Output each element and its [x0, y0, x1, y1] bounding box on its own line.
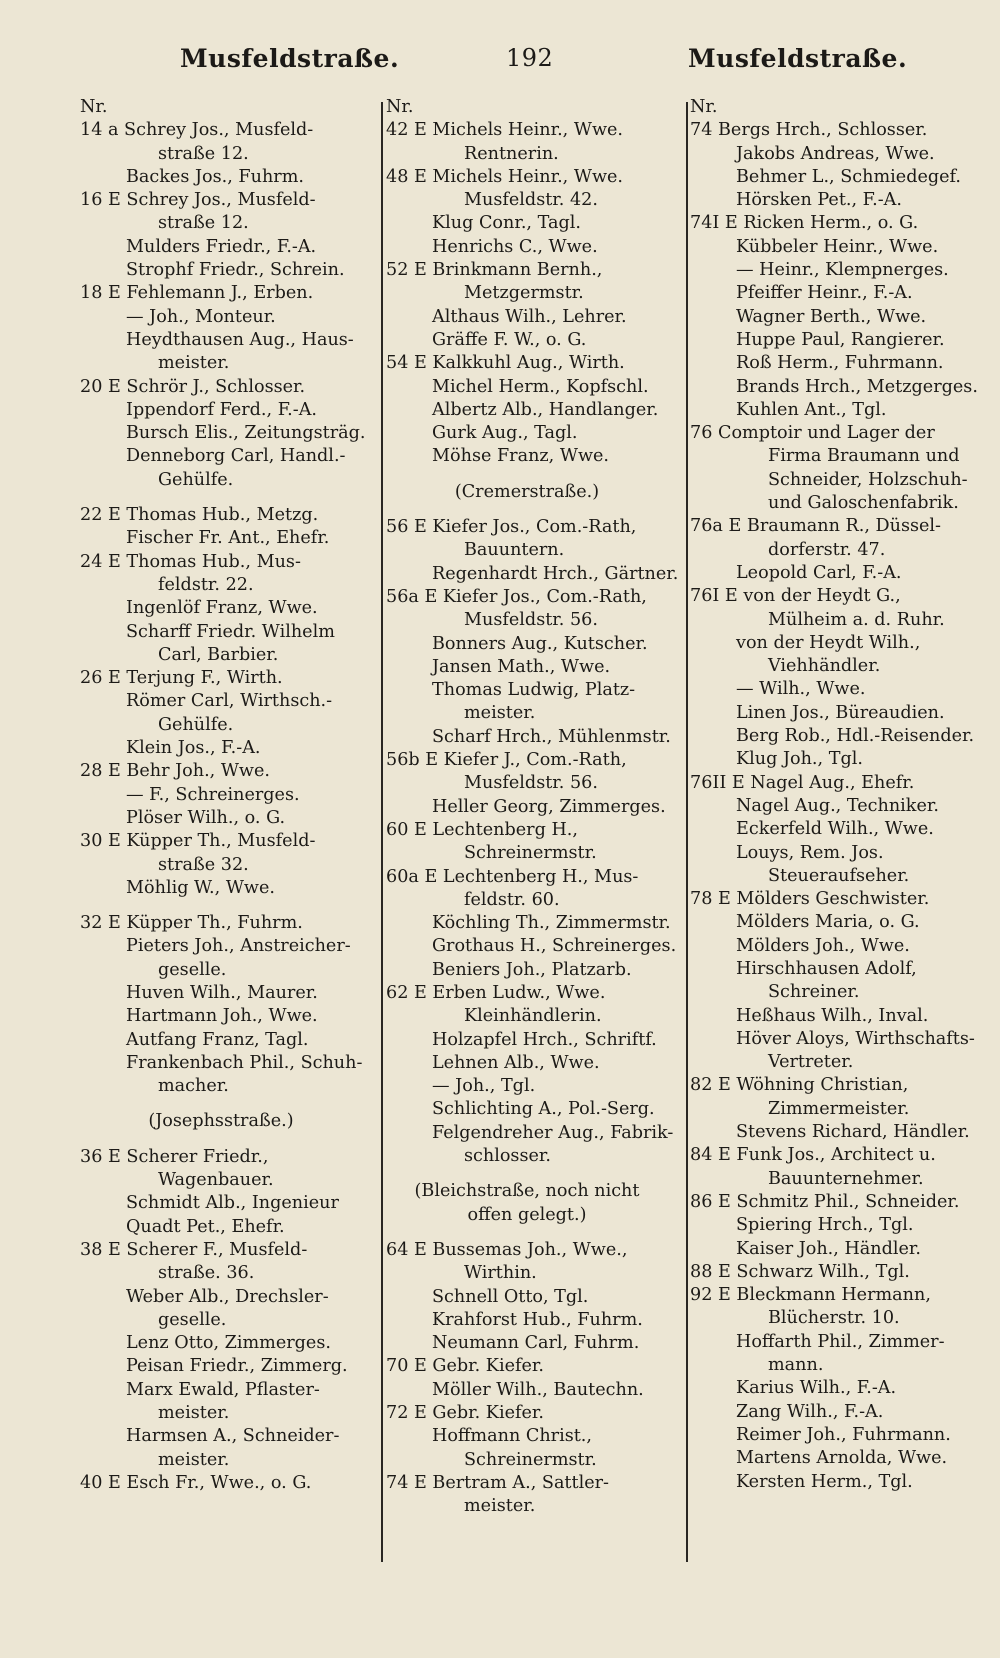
directory-entry-line: 88 E Schwarz Wilh., Tgl. [690, 1261, 910, 1282]
directory-entry-line: Kleinhändlerin. [464, 1006, 602, 1027]
directory-entry-line: Eckerfeld Wilh., Wwe. [736, 819, 934, 840]
column-divider [686, 102, 688, 1562]
directory-entry-line: 60a E Lechtenberg H., Mus- [386, 866, 639, 887]
directory-entry-line: 36 E Scherer Friedr., [80, 1146, 269, 1167]
directory-entry-line: Peisan Friedr., Zimmerg. [126, 1356, 348, 1377]
directory-entry-line: Felgendreher Aug., Fabrik- [432, 1122, 674, 1143]
directory-entry-line: 20 E Schrör J., Schlosser. [80, 376, 306, 397]
directory-entry-line: Spiering Hrch., Tgl. [736, 1215, 914, 1236]
directory-entry-line: Wirthin. [464, 1263, 537, 1284]
directory-entry-line: Schreiner. [768, 982, 860, 1003]
directory-column-3 [690, 96, 990, 1494]
directory-entry-line: 92 E Bleckmann Hermann, [690, 1285, 931, 1306]
directory-entry-line: Mölders Maria, o. G. [736, 912, 920, 933]
directory-entry-line: 54 E Kalkkuhl Aug., Wirth. [386, 353, 625, 374]
directory-entry-line: Beniers Joh., Platzarb. [432, 959, 632, 980]
spacer [80, 900, 372, 912]
directory-entry-line: Möhse Franz, Wwe. [432, 446, 610, 467]
directory-entry-line: Mölders Joh., Wwe. [736, 935, 910, 956]
spacer [386, 1168, 678, 1180]
directory-entry-line: 26 E Terjung F., Wirth. [80, 668, 283, 689]
directory-entry-line: Möller Wilh., Bautechn. [432, 1379, 644, 1400]
directory-entry-line: Klug Joh., Tgl. [736, 749, 863, 770]
directory-entry-line: 56b E Kiefer J., Com.-Rath, [386, 750, 627, 771]
street-heading: offen gelegt.) [467, 1204, 587, 1225]
directory-entry-line: Schneider, Holzschuh- [768, 469, 968, 490]
directory-entry-line: Mülheim a. d. Ruhr. [768, 609, 945, 630]
directory-entry-line: Zang Wilh., F.-A. [736, 1401, 884, 1422]
directory-entry-line: meister. [158, 353, 230, 374]
directory-entry-line: Roß Herm., Fuhrmann. [736, 353, 944, 374]
directory-entry-line: Jansen Math., Wwe. [432, 656, 611, 677]
directory-entry-line: Holzapfel Hrch., Schriftf. [432, 1029, 657, 1050]
directory-entry-line: Louys, Rem. Jos. [736, 842, 884, 863]
directory-entry-line: Heßhaus Wilh., Inval. [736, 1005, 929, 1026]
directory-entry-line: — F., Schreinerges. [126, 784, 300, 805]
directory-entry-line: Gehülfe. [158, 469, 234, 490]
directory-entry-line: 56a E Kiefer Jos., Com.-Rath, [386, 586, 647, 607]
directory-entry-line: Schnell Otto, Tgl. [432, 1286, 589, 1307]
directory-entry-line: 76 Comptoir und Lager der [690, 423, 935, 444]
directory-entry-line: von der Heydt Wilh., [736, 632, 921, 653]
directory-entry-line: 76I E von der Heydt G., [690, 586, 901, 607]
directory-entry-line: feldstr. 60. [464, 889, 560, 910]
street-heading: (Bleichstraße, noch nicht [414, 1181, 640, 1202]
directory-entry-line: 56 E Kiefer Jos., Com.-Rath, [386, 517, 637, 538]
directory-entry-line: Hartmann Joh., Wwe. [126, 1006, 318, 1027]
directory-entry-line: — Joh., Monteur. [126, 306, 276, 327]
directory-entry-line: Bauuntern. [464, 540, 565, 561]
directory-entry-line: straße 12. [158, 213, 249, 234]
directory-entry-line: schlosser. [464, 1146, 551, 1167]
directory-entry-line: 30 E Küpper Th., Musfeld- [80, 831, 316, 852]
directory-entry-line: Römer Carl, Wirthsch.- [126, 691, 333, 712]
spacer [80, 1134, 372, 1146]
spacer [386, 1227, 678, 1239]
directory-entry-line: 18 E Fehlemann J., Erben. [80, 283, 314, 304]
directory-entry-line: Stevens Richard, Händler. [736, 1122, 970, 1143]
directory-entry-line: meister. [464, 703, 536, 724]
directory-entry-line: Lehnen Alb., Wwe. [432, 1052, 600, 1073]
directory-entry-line: Brands Hrch., Metzgerges. [736, 376, 978, 397]
directory-entry-line: Kersten Herm., Tgl. [736, 1471, 913, 1492]
directory-entry-line: 42 E Michels Heinr., Wwe. [386, 120, 624, 141]
directory-entry-line: Ippendorf Ferd., F.-A. [126, 399, 317, 420]
directory-entry-line: Kübbeler Heinr., Wwe. [736, 236, 939, 257]
directory-entry-line: 62 E Erben Ludw., Wwe. [386, 982, 606, 1003]
directory-entry-line: Heller Georg, Zimmerges. [432, 796, 666, 817]
directory-entry-line: Schlichting A., Pol.-Serg. [432, 1099, 655, 1120]
directory-entry-line: Denneborg Carl, Handl.- [126, 446, 346, 467]
directory-entry-line: 76a E Braumann R., Düssel- [690, 516, 941, 537]
directory-entry-line: 40 E Esch Fr., Wwe., o. G. [80, 1472, 312, 1493]
directory-entry-line: Huppe Paul, Rangierer. [736, 329, 945, 350]
directory-entry-line: Schmidt Alb., Ingenieur [126, 1193, 339, 1214]
directory-entry-line: 84 E Funk Jos., Architect u. [690, 1145, 936, 1166]
directory-entry-line: Backes Jos., Fuhrm. [126, 166, 304, 187]
directory-entry-line: 38 E Scherer F., Musfeld- [80, 1239, 308, 1260]
directory-entry-line: Mulders Friedr., F.-A. [126, 236, 317, 257]
directory-entry-line: Wagner Berth., Wwe. [736, 306, 927, 327]
directory-entry-line: Hörsken Pet., F.-A. [736, 190, 902, 211]
running-head-left: Musfeldstraße. [180, 44, 400, 73]
column-divider [381, 102, 383, 1562]
directory-entry-line: Klug Conr., Tagl. [432, 213, 581, 234]
directory-entry-line: 32 E Küpper Th., Fuhrm. [80, 913, 303, 934]
directory-entry-line: macher. [158, 1076, 229, 1097]
directory-entry-line: Leopold Carl, F.-A. [736, 562, 902, 583]
directory-entry-line: Schreinermstr. [464, 843, 597, 864]
directory-entry-line: Henrichs C., Wwe. [432, 236, 598, 257]
directory-entry-line: Viehhändler. [768, 656, 881, 677]
directory-entry-line: 16 E Schrey Jos., Musfeld- [80, 190, 316, 211]
directory-column-2 [386, 96, 678, 1519]
directory-entry-line: Blücherstr. 10. [768, 1308, 900, 1329]
directory-entry-line: Musfeldstr. 56. [464, 773, 598, 794]
directory-entry-line: Lenz Otto, Zimmerges. [126, 1333, 331, 1354]
directory-entry-line: Rentnerin. [464, 143, 559, 164]
directory-entry-line: — Joh., Tgl. [432, 1076, 536, 1097]
directory-entry-line: 82 E Wöhning Christian, [690, 1075, 909, 1096]
directory-entry-line: Schreinermstr. [464, 1449, 597, 1470]
directory-entry-line: 74 Bergs Hrch., Schlosser. [690, 120, 928, 141]
directory-entry-line: straße 12. [158, 143, 249, 164]
directory-entry-line: Köchling Th., Zimmermstr. [432, 913, 671, 934]
directory-entry-line: 74 E Bertram A., Sattler- [386, 1472, 609, 1493]
directory-entry-line: Nagel Aug., Techniker. [736, 795, 939, 816]
directory-entry-line: Ingenlöf Franz, Wwe. [126, 598, 318, 619]
directory-entry-line: Gehülfe. [158, 714, 234, 735]
street-heading: (Cremerstraße.) [454, 481, 600, 502]
directory-entry-line: Carl, Barbier. [158, 644, 279, 665]
directory-entry-line: 76II E Nagel Aug., Ehefr. [690, 772, 915, 793]
spacer [80, 492, 372, 504]
directory-entry-line: Hoffarth Phil., Zimmer- [736, 1331, 945, 1352]
directory-entry-line: Fischer Fr. Ant., Ehefr. [126, 528, 330, 549]
directory-entry-line: Hoffmann Christ., [432, 1426, 592, 1447]
directory-entry-line: Regenhardt Hrch., Gärtner. [432, 563, 678, 584]
directory-entry-line: straße. 36. [158, 1263, 255, 1284]
column-label: Nr. [690, 97, 718, 117]
directory-entry-line: Firma Braumann und [768, 446, 960, 467]
directory-entry-line: Autfang Franz, Tagl. [126, 1029, 309, 1050]
directory-entry-line: 64 E Bussemas Joh., Wwe., [386, 1239, 628, 1260]
spacer [386, 469, 678, 481]
directory-entry-line: feldstr. 22. [158, 574, 254, 595]
directory-entry-line: Kaiser Joh., Händler. [736, 1238, 921, 1259]
directory-entry-line: Heydthausen Aug., Haus- [126, 329, 354, 350]
directory-entry-line: Hirschhausen Adolf, [736, 958, 917, 979]
directory-entry-line: Klein Jos., F.-A. [126, 738, 261, 759]
directory-entry-line: 70 E Gebr. Kiefer. [386, 1356, 544, 1377]
column-label: Nr. [386, 97, 414, 117]
directory-entry-line: Berg Rob., Hdl.-Reisender. [736, 726, 975, 747]
directory-entry-line: Scharff Friedr. Wilhelm [126, 621, 335, 642]
directory-entry-line: 22 E Thomas Hub., Metzg. [80, 505, 319, 526]
directory-entry-line: Frankenbach Phil., Schuh- [126, 1052, 363, 1073]
running-head-right: Musfeldstraße. [688, 44, 908, 73]
directory-entry-line: Zimmermeister. [768, 1098, 910, 1119]
directory-entry-line: meister. [158, 1449, 230, 1470]
directory-entry-line: mann. [768, 1355, 824, 1376]
directory-entry-line: Thomas Ludwig, Platz- [432, 680, 636, 701]
directory-entry-line: dorferstr. 47. [768, 539, 886, 560]
directory-entry-line: Vertreter. [768, 1052, 854, 1073]
directory-entry-line: Musfeldstr. 42. [464, 190, 598, 211]
directory-entry-line: — Heinr., Klempnerges. [736, 260, 949, 281]
directory-entry-line: 48 E Michels Heinr., Wwe. [386, 166, 624, 187]
directory-entry-line: Pfeiffer Heinr., F.-A. [736, 283, 913, 304]
directory-entry-line: Steueraufseher. [768, 865, 910, 886]
directory-entry-line: Bonners Aug., Kutscher. [432, 633, 648, 654]
directory-entry-line: Scharf Hrch., Mühlenmstr. [432, 726, 671, 747]
directory-entry-line: Musfeldstr. 56. [464, 610, 598, 631]
directory-entry-line: Wagenbauer. [158, 1170, 274, 1191]
directory-entry-line: 74I E Ricken Herm., o. G. [690, 213, 919, 234]
directory-entry-line: Neumann Carl, Fuhrm. [432, 1333, 640, 1354]
directory-entry-line: Kuhlen Ant., Tgl. [736, 399, 887, 420]
directory-entry-line: Behmer L., Schmiedegef. [736, 166, 962, 187]
spacer [386, 504, 678, 516]
directory-entry-line: Metzgermstr. [464, 283, 584, 304]
directory-column-1 [80, 96, 372, 1495]
directory-entry-line: 72 E Gebr. Kiefer. [386, 1403, 544, 1424]
page-number: 192 [506, 44, 554, 72]
directory-entry-line: Althaus Wilh., Lehrer. [432, 306, 627, 327]
directory-entry-line: Gurk Aug., Tagl. [432, 423, 578, 444]
directory-entry-line: straße 32. [158, 854, 249, 875]
street-heading: (Josephsstraße.) [148, 1111, 294, 1132]
directory-entry-line: Martens Arnolda, Wwe. [736, 1448, 948, 1469]
directory-entry-line: Pieters Joh., Anstreicher- [126, 936, 351, 957]
directory-entry-line: meister. [464, 1496, 536, 1517]
directory-entry-line: 24 E Thomas Hub., Mus- [80, 551, 301, 572]
directory-entry-line: und Galoschenfabrik. [768, 493, 959, 514]
directory-entry-line: Reimer Joh., Fuhrmann. [736, 1424, 951, 1445]
directory-entry-line: Harmsen A., Schneider- [126, 1426, 340, 1447]
directory-entry-line: 28 E Behr Joh., Wwe. [80, 761, 270, 782]
directory-entry-line: Marx Ewald, Pflaster- [126, 1379, 320, 1400]
directory-entry-line: geselle. [158, 1309, 227, 1330]
directory-entry-line: 60 E Lechtenberg H., [386, 819, 578, 840]
directory-entry-line: geselle. [158, 959, 227, 980]
directory-entry-line: Krahforst Hub., Fuhrm. [432, 1309, 643, 1330]
directory-entry-line: Plöser Wilh., o. G. [126, 807, 286, 828]
directory-entry-line: Quadt Pet., Ehefr. [126, 1216, 285, 1237]
directory-entry-line: Huven Wilh., Maurer. [126, 982, 318, 1003]
directory-entry-line: 86 E Schmitz Phil., Schneider. [690, 1191, 960, 1212]
directory-entry-line: Weber Alb., Drechsler- [126, 1286, 329, 1307]
directory-entry-line: — Wilh., Wwe. [736, 679, 866, 700]
directory-entry-line: Möhlig W., Wwe. [126, 877, 275, 898]
directory-entry-line: meister. [158, 1403, 230, 1424]
directory-entry-line: Grothaus H., Schreinerges. [432, 936, 677, 957]
directory-entry-line: 52 E Brinkmann Bernh., [386, 260, 603, 281]
directory-entry-line: Michel Herm., Kopfschl. [432, 376, 649, 397]
column-label: Nr. [80, 97, 108, 117]
directory-entry-line: Karius Wilh., F.-A. [736, 1378, 897, 1399]
directory-entry-line: Jakobs Andreas, Wwe. [736, 143, 935, 164]
directory-entry-line: Bursch Elis., Zeitungsträg. [126, 423, 366, 444]
directory-entry-line: Strophf Friedr., Schrein. [126, 260, 345, 281]
directory-entry-line: 14 a Schrey Jos., Musfeld- [80, 120, 314, 141]
directory-entry-line: Albertz Alb., Handlanger. [432, 399, 659, 420]
directory-entry-line: Linen Jos., Büreaudien. [736, 702, 945, 723]
directory-entry-line: 78 E Mölders Geschwister. [690, 889, 930, 910]
directory-entry-line: Bauunternehmer. [768, 1168, 924, 1189]
directory-entry-line: Gräffe F. W., o. G. [432, 329, 587, 350]
directory-entry-line: Höver Aloys, Wirthschafts- [736, 1028, 975, 1049]
spacer [80, 1098, 372, 1110]
